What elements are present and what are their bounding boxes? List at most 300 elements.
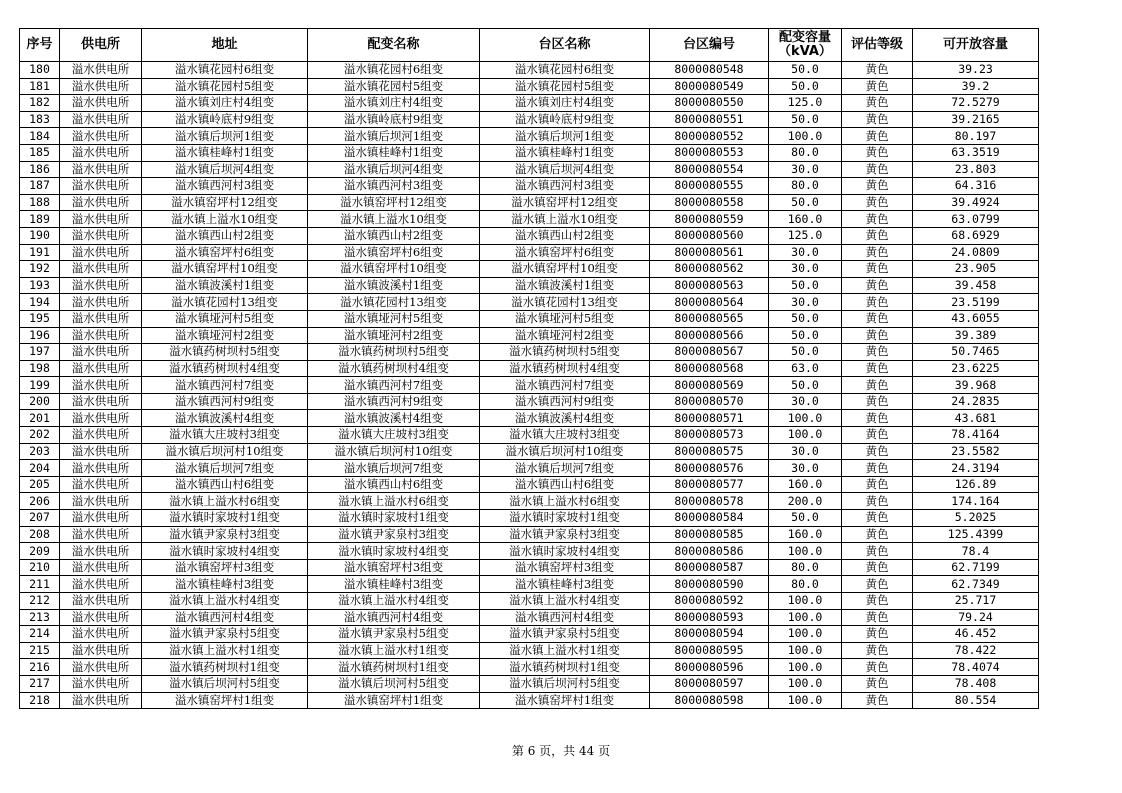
cell-seq: 205	[20, 476, 60, 493]
cell-capacity: 30.0	[769, 261, 842, 278]
cell-area-code: 8000080552	[650, 128, 769, 145]
cell-capacity: 50.0	[769, 310, 842, 327]
table-row	[20, 277, 1039, 294]
cell-rating: 黄色	[842, 95, 913, 112]
cell-area-name: 溢水镇桂峰村1组变	[480, 144, 650, 161]
cell-area-code: 8000080594	[650, 626, 769, 643]
cell-area-name: 溢水镇窑坪村1组变	[480, 692, 650, 709]
table-row	[20, 95, 1039, 112]
cell-capacity: 30.0	[769, 393, 842, 410]
cell-capacity: 100.0	[769, 543, 842, 560]
cell-open-capacity: 39.389	[913, 327, 1039, 344]
cell-open-capacity: 80.554	[913, 692, 1039, 709]
cell-area-code: 8000080553	[650, 144, 769, 161]
cell-seq: 214	[20, 626, 60, 643]
cell-area-name: 溢水镇岭底村9组变	[480, 111, 650, 128]
cell-rating: 黄色	[842, 78, 913, 95]
cell-capacity: 80.0	[769, 144, 842, 161]
cell-area-code: 8000080555	[650, 178, 769, 195]
cell-area-code: 8000080563	[650, 277, 769, 294]
cell-address: 溢水镇西山村6组变	[142, 476, 308, 493]
cell-area-name: 溢水镇西河村4组变	[480, 609, 650, 626]
cell-transformer-name: 溢水镇时家坡村4组变	[308, 543, 480, 560]
table-row	[20, 310, 1039, 327]
cell-open-capacity: 63.0799	[913, 211, 1039, 228]
cell-transformer-name: 溢水镇药树坝村5组变	[308, 344, 480, 361]
cell-rating: 黄色	[842, 576, 913, 593]
cell-address: 溢水镇药树坝村1组变	[142, 659, 308, 676]
cell-transformer-name: 溢水镇上溢水村1组变	[308, 642, 480, 659]
cell-rating: 黄色	[842, 692, 913, 709]
cell-transformer-name: 溢水镇垭河村2组变	[308, 327, 480, 344]
cell-capacity: 80.0	[769, 576, 842, 593]
cell-area-code: 8000080562	[650, 261, 769, 278]
cell-rating: 黄色	[842, 377, 913, 394]
cell-seq: 211	[20, 576, 60, 593]
cell-area-code: 8000080585	[650, 526, 769, 543]
cell-seq: 193	[20, 277, 60, 294]
cell-area-code: 8000080577	[650, 476, 769, 493]
table-body	[20, 62, 1039, 709]
cell-address: 溢水镇窑坪村1组变	[142, 692, 308, 709]
table-row	[20, 294, 1039, 311]
header-seq: 序号	[20, 29, 60, 62]
header-transformer-name: 配变名称	[308, 29, 480, 62]
cell-address: 溢水镇桂峰村3组变	[142, 576, 308, 593]
cell-station: 溢水供电所	[60, 593, 142, 610]
cell-rating: 黄色	[842, 111, 913, 128]
cell-open-capacity: 78.4164	[913, 427, 1039, 444]
cell-seq: 185	[20, 144, 60, 161]
table-row	[20, 576, 1039, 593]
cell-transformer-name: 溢水镇刘庄村4组变	[308, 95, 480, 112]
cell-transformer-name: 溢水镇窑坪村10组变	[308, 261, 480, 278]
cell-seq: 212	[20, 593, 60, 610]
cell-area-name: 溢水镇后坝河7组变	[480, 460, 650, 477]
cell-rating: 黄色	[842, 476, 913, 493]
cell-transformer-name: 溢水镇尹家泉村5组变	[308, 626, 480, 643]
cell-seq: 181	[20, 78, 60, 95]
cell-seq: 199	[20, 377, 60, 394]
table-row	[20, 642, 1039, 659]
cell-rating: 黄色	[842, 559, 913, 576]
table-row	[20, 111, 1039, 128]
cell-station: 溢水供电所	[60, 510, 142, 527]
cell-capacity: 160.0	[769, 526, 842, 543]
cell-address: 溢水镇后坝河4组变	[142, 161, 308, 178]
cell-area-name: 溢水镇桂峰村3组变	[480, 576, 650, 593]
cell-station: 溢水供电所	[60, 227, 142, 244]
cell-capacity: 100.0	[769, 642, 842, 659]
cell-area-code: 8000080578	[650, 493, 769, 510]
cell-station: 溢水供电所	[60, 559, 142, 576]
table-row	[20, 427, 1039, 444]
cell-area-name: 溢水镇后坝河4组变	[480, 161, 650, 178]
cell-area-name: 溢水镇波溪村1组变	[480, 277, 650, 294]
cell-rating: 黄色	[842, 510, 913, 527]
cell-area-name: 溢水镇刘庄村4组变	[480, 95, 650, 112]
cell-transformer-name: 溢水镇后坝河7组变	[308, 460, 480, 477]
cell-area-name: 溢水镇药树坝村4组变	[480, 360, 650, 377]
cell-open-capacity: 62.7349	[913, 576, 1039, 593]
cell-area-code: 8000080587	[650, 559, 769, 576]
header-open-capacity: 可开放容量	[913, 29, 1039, 62]
cell-rating: 黄色	[842, 161, 913, 178]
cell-capacity: 100.0	[769, 427, 842, 444]
cell-seq: 187	[20, 178, 60, 195]
cell-station: 溢水供电所	[60, 443, 142, 460]
cell-transformer-name: 溢水镇后坝河村10组变	[308, 443, 480, 460]
cell-open-capacity: 23.5582	[913, 443, 1039, 460]
cell-area-name: 溢水镇窑坪村12组变	[480, 194, 650, 211]
table-row	[20, 344, 1039, 361]
cell-address: 溢水镇窑坪村6组变	[142, 244, 308, 261]
cell-seq: 203	[20, 443, 60, 460]
cell-area-name: 溢水镇西河村7组变	[480, 377, 650, 394]
cell-rating: 黄色	[842, 493, 913, 510]
cell-transformer-name: 溢水镇窑坪村6组变	[308, 244, 480, 261]
cell-station: 溢水供电所	[60, 659, 142, 676]
table-row	[20, 692, 1039, 709]
table-row	[20, 393, 1039, 410]
cell-open-capacity: 68.6929	[913, 227, 1039, 244]
cell-area-name: 溢水镇时家坡村1组变	[480, 510, 650, 527]
cell-area-name: 溢水镇大庄坡村3组变	[480, 427, 650, 444]
cell-transformer-name: 溢水镇时家坡村1组变	[308, 510, 480, 527]
cell-open-capacity: 46.452	[913, 626, 1039, 643]
cell-seq: 196	[20, 327, 60, 344]
cell-station: 溢水供电所	[60, 111, 142, 128]
table-row	[20, 410, 1039, 427]
cell-transformer-name: 溢水镇花园村5组变	[308, 78, 480, 95]
cell-area-code: 8000080561	[650, 244, 769, 261]
cell-address: 溢水镇西河村4组变	[142, 609, 308, 626]
cell-address: 溢水镇时家坡村1组变	[142, 510, 308, 527]
cell-open-capacity: 24.3194	[913, 460, 1039, 477]
cell-transformer-name: 溢水镇窑坪村3组变	[308, 559, 480, 576]
cell-address: 溢水镇窑坪村12组变	[142, 194, 308, 211]
cell-capacity: 100.0	[769, 609, 842, 626]
cell-area-name: 溢水镇后坝河村5组变	[480, 675, 650, 692]
cell-rating: 黄色	[842, 178, 913, 195]
cell-open-capacity: 43.681	[913, 410, 1039, 427]
cell-open-capacity: 126.89	[913, 476, 1039, 493]
cell-area-code: 8000080558	[650, 194, 769, 211]
cell-rating: 黄色	[842, 277, 913, 294]
cell-address: 溢水镇窑坪村10组变	[142, 261, 308, 278]
cell-open-capacity: 39.458	[913, 277, 1039, 294]
cell-rating: 黄色	[842, 327, 913, 344]
cell-address: 溢水镇花园村5组变	[142, 78, 308, 95]
cell-station: 溢水供电所	[60, 310, 142, 327]
cell-station: 溢水供电所	[60, 626, 142, 643]
cell-capacity: 100.0	[769, 410, 842, 427]
cell-station: 溢水供电所	[60, 95, 142, 112]
cell-transformer-name: 溢水镇西河村3组变	[308, 178, 480, 195]
cell-rating: 黄色	[842, 609, 913, 626]
cell-transformer-name: 溢水镇西河村4组变	[308, 609, 480, 626]
cell-capacity: 100.0	[769, 659, 842, 676]
cell-area-code: 8000080560	[650, 227, 769, 244]
cell-open-capacity: 43.6055	[913, 310, 1039, 327]
cell-transformer-name: 溢水镇上溢水村4组变	[308, 593, 480, 610]
cell-area-name: 溢水镇西河村9组变	[480, 393, 650, 410]
cell-rating: 黄色	[842, 593, 913, 610]
cell-area-code: 8000080551	[650, 111, 769, 128]
table-row	[20, 244, 1039, 261]
cell-rating: 黄色	[842, 543, 913, 560]
cell-address: 溢水镇后坝河7组变	[142, 460, 308, 477]
cell-station: 溢水供电所	[60, 476, 142, 493]
cell-station: 溢水供电所	[60, 543, 142, 560]
table-row	[20, 194, 1039, 211]
table-row	[20, 626, 1039, 643]
cell-address: 溢水镇时家坡村4组变	[142, 543, 308, 560]
cell-capacity: 80.0	[769, 178, 842, 195]
cell-open-capacity: 39.968	[913, 377, 1039, 394]
table-row	[20, 211, 1039, 228]
cell-address: 溢水镇刘庄村4组变	[142, 95, 308, 112]
cell-capacity: 100.0	[769, 593, 842, 610]
cell-area-name: 溢水镇西山村6组变	[480, 476, 650, 493]
cell-rating: 黄色	[842, 144, 913, 161]
cell-area-name: 溢水镇后坝河1组变	[480, 128, 650, 145]
header-capacity: 配变容量 （kVA）	[769, 29, 842, 62]
cell-station: 溢水供电所	[60, 493, 142, 510]
cell-station: 溢水供电所	[60, 609, 142, 626]
cell-area-code: 8000080571	[650, 410, 769, 427]
cell-open-capacity: 24.0809	[913, 244, 1039, 261]
cell-seq: 210	[20, 559, 60, 576]
cell-seq: 189	[20, 211, 60, 228]
cell-open-capacity: 78.408	[913, 675, 1039, 692]
cell-station: 溢水供电所	[60, 327, 142, 344]
cell-area-name: 溢水镇窑坪村3组变	[480, 559, 650, 576]
cell-capacity: 100.0	[769, 626, 842, 643]
cell-station: 溢水供电所	[60, 144, 142, 161]
cell-rating: 黄色	[842, 443, 913, 460]
header-area-name: 台区名称	[480, 29, 650, 62]
cell-open-capacity: 24.2835	[913, 393, 1039, 410]
cell-open-capacity: 39.4924	[913, 194, 1039, 211]
cell-rating: 黄色	[842, 211, 913, 228]
cell-capacity: 30.0	[769, 443, 842, 460]
cell-seq: 207	[20, 510, 60, 527]
table-row	[20, 675, 1039, 692]
cell-address: 溢水镇后坝河村10组变	[142, 443, 308, 460]
cell-address: 溢水镇窑坪村3组变	[142, 559, 308, 576]
cell-rating: 黄色	[842, 261, 913, 278]
table-row	[20, 559, 1039, 576]
cell-open-capacity: 39.23	[913, 62, 1039, 79]
cell-area-code: 8000080549	[650, 78, 769, 95]
cell-capacity: 30.0	[769, 460, 842, 477]
cell-transformer-name: 溢水镇西山村2组变	[308, 227, 480, 244]
cell-area-code: 8000080569	[650, 377, 769, 394]
cell-station: 溢水供电所	[60, 161, 142, 178]
cell-area-name: 溢水镇上溢水村1组变	[480, 642, 650, 659]
cell-area-name: 溢水镇上溢水村4组变	[480, 593, 650, 610]
cell-rating: 黄色	[842, 360, 913, 377]
cell-capacity: 100.0	[769, 128, 842, 145]
cell-seq: 217	[20, 675, 60, 692]
cell-capacity: 50.0	[769, 377, 842, 394]
header-address: 地址	[142, 29, 308, 62]
cell-station: 溢水供电所	[60, 377, 142, 394]
cell-area-name: 溢水镇药树坝村5组变	[480, 344, 650, 361]
cell-open-capacity: 39.2	[913, 78, 1039, 95]
cell-address: 溢水镇西河村3组变	[142, 178, 308, 195]
table-row	[20, 261, 1039, 278]
cell-seq: 208	[20, 526, 60, 543]
cell-address: 溢水镇尹家泉村5组变	[142, 626, 308, 643]
cell-area-name: 溢水镇花园村5组变	[480, 78, 650, 95]
cell-area-name: 溢水镇尹家泉村5组变	[480, 626, 650, 643]
cell-station: 溢水供电所	[60, 194, 142, 211]
cell-station: 溢水供电所	[60, 576, 142, 593]
cell-open-capacity: 125.4399	[913, 526, 1039, 543]
cell-station: 溢水供电所	[60, 244, 142, 261]
table-row	[20, 659, 1039, 676]
cell-transformer-name: 溢水镇西山村6组变	[308, 476, 480, 493]
cell-rating: 黄色	[842, 244, 913, 261]
cell-station: 溢水供电所	[60, 410, 142, 427]
header-row	[20, 29, 1039, 62]
capacity-table	[19, 28, 1039, 709]
cell-area-code: 8000080575	[650, 443, 769, 460]
cell-capacity: 125.0	[769, 227, 842, 244]
cell-open-capacity: 72.5279	[913, 95, 1039, 112]
cell-seq: 200	[20, 393, 60, 410]
table-row	[20, 178, 1039, 195]
cell-transformer-name: 溢水镇垭河村5组变	[308, 310, 480, 327]
cell-seq: 216	[20, 659, 60, 676]
table-row	[20, 360, 1039, 377]
cell-transformer-name: 溢水镇波溪村4组变	[308, 410, 480, 427]
cell-rating: 黄色	[842, 642, 913, 659]
table-row	[20, 593, 1039, 610]
cell-open-capacity: 79.24	[913, 609, 1039, 626]
table-row	[20, 510, 1039, 527]
cell-rating: 黄色	[842, 194, 913, 211]
table-row	[20, 543, 1039, 560]
cell-station: 溢水供电所	[60, 294, 142, 311]
cell-area-code: 8000080554	[650, 161, 769, 178]
cell-transformer-name: 溢水镇上溢水10组变	[308, 211, 480, 228]
cell-area-code: 8000080573	[650, 427, 769, 444]
cell-station: 溢水供电所	[60, 261, 142, 278]
cell-capacity: 50.0	[769, 111, 842, 128]
cell-area-code: 8000080566	[650, 327, 769, 344]
cell-open-capacity: 23.905	[913, 261, 1039, 278]
table-row	[20, 460, 1039, 477]
cell-transformer-name: 溢水镇大庄坡村3组变	[308, 427, 480, 444]
cell-address: 溢水镇花园村6组变	[142, 62, 308, 79]
cell-area-name: 溢水镇西山村2组变	[480, 227, 650, 244]
table-row	[20, 493, 1039, 510]
cell-rating: 黄色	[842, 460, 913, 477]
cell-station: 溢水供电所	[60, 360, 142, 377]
cell-address: 溢水镇上溢水村6组变	[142, 493, 308, 510]
cell-seq: 202	[20, 427, 60, 444]
cell-area-code: 8000080565	[650, 310, 769, 327]
cell-address: 溢水镇垭河村2组变	[142, 327, 308, 344]
cell-capacity: 50.0	[769, 510, 842, 527]
cell-area-name: 溢水镇垭河村2组变	[480, 327, 650, 344]
cell-area-name: 溢水镇花园村6组变	[480, 62, 650, 79]
cell-open-capacity: 23.803	[913, 161, 1039, 178]
cell-seq: 186	[20, 161, 60, 178]
cell-area-name: 溢水镇上溢水村6组变	[480, 493, 650, 510]
cell-capacity: 50.0	[769, 194, 842, 211]
cell-open-capacity: 25.717	[913, 593, 1039, 610]
cell-transformer-name: 溢水镇尹家泉村3组变	[308, 526, 480, 543]
cell-capacity: 100.0	[769, 692, 842, 709]
table-row	[20, 62, 1039, 79]
table-row	[20, 128, 1039, 145]
cell-seq: 195	[20, 310, 60, 327]
cell-rating: 黄色	[842, 294, 913, 311]
cell-transformer-name: 溢水镇西河村7组变	[308, 377, 480, 394]
cell-address: 溢水镇桂峰村1组变	[142, 144, 308, 161]
cell-area-code: 8000080559	[650, 211, 769, 228]
cell-transformer-name: 溢水镇上溢水村6组变	[308, 493, 480, 510]
cell-capacity: 160.0	[769, 211, 842, 228]
cell-capacity: 63.0	[769, 360, 842, 377]
cell-area-code: 8000080596	[650, 659, 769, 676]
cell-area-code: 8000080568	[650, 360, 769, 377]
cell-seq: 194	[20, 294, 60, 311]
cell-area-name: 溢水镇垭河村5组变	[480, 310, 650, 327]
cell-transformer-name: 溢水镇波溪村1组变	[308, 277, 480, 294]
cell-transformer-name: 溢水镇岭底村9组变	[308, 111, 480, 128]
cell-address: 溢水镇西河村7组变	[142, 377, 308, 394]
cell-station: 溢水供电所	[60, 62, 142, 79]
cell-area-code: 8000080564	[650, 294, 769, 311]
cell-transformer-name: 溢水镇后坝河4组变	[308, 161, 480, 178]
cell-address: 溢水镇波溪村1组变	[142, 277, 308, 294]
cell-station: 溢水供电所	[60, 178, 142, 195]
cell-address: 溢水镇大庄坡村3组变	[142, 427, 308, 444]
cell-seq: 213	[20, 609, 60, 626]
cell-address: 溢水镇尹家泉村3组变	[142, 526, 308, 543]
cell-station: 溢水供电所	[60, 526, 142, 543]
cell-address: 溢水镇岭底村9组变	[142, 111, 308, 128]
table-row	[20, 443, 1039, 460]
cell-area-name: 溢水镇西河村3组变	[480, 178, 650, 195]
cell-open-capacity: 80.197	[913, 128, 1039, 145]
cell-open-capacity: 39.2165	[913, 111, 1039, 128]
cell-open-capacity: 50.7465	[913, 344, 1039, 361]
cell-station: 溢水供电所	[60, 128, 142, 145]
cell-area-code: 8000080584	[650, 510, 769, 527]
table-row	[20, 144, 1039, 161]
table-row	[20, 161, 1039, 178]
cell-area-name: 溢水镇后坝河村10组变	[480, 443, 650, 460]
cell-rating: 黄色	[842, 675, 913, 692]
table-row	[20, 609, 1039, 626]
cell-open-capacity: 78.4074	[913, 659, 1039, 676]
cell-address: 溢水镇药树坝村4组变	[142, 360, 308, 377]
cell-transformer-name: 溢水镇花园村6组变	[308, 62, 480, 79]
cell-seq: 206	[20, 493, 60, 510]
cell-rating: 黄色	[842, 526, 913, 543]
cell-area-code: 8000080548	[650, 62, 769, 79]
cell-seq: 188	[20, 194, 60, 211]
cell-station: 溢水供电所	[60, 277, 142, 294]
cell-seq: 215	[20, 642, 60, 659]
cell-capacity: 50.0	[769, 62, 842, 79]
